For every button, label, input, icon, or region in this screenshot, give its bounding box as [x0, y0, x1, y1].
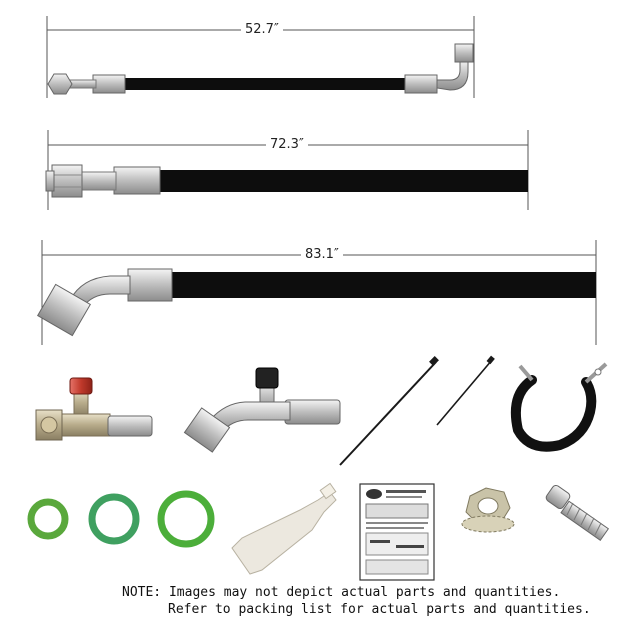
- o-ring-small: [31, 502, 65, 536]
- cable-tie-long: [340, 356, 439, 465]
- note-line-1: NOTE: Images may not depict actual parts and quantities.: [122, 585, 561, 600]
- note-line-2: Refer to packing list for actual parts and quantities.: [168, 602, 591, 617]
- cable-tie-short: [437, 356, 495, 425]
- o-ring-large: [161, 494, 211, 544]
- service-port-fitting: [36, 378, 152, 440]
- lubricant-tube: [232, 483, 336, 574]
- rubber-lined-p-clamp: [516, 364, 606, 447]
- angled-service-port-fitting: [184, 368, 340, 452]
- bolt: [545, 484, 609, 540]
- hose-2-length-label: 72.3″: [266, 137, 308, 152]
- hex-nut: [462, 488, 514, 532]
- o-ring-medium: [92, 497, 136, 541]
- hose-3-length-label: 83.1″: [301, 247, 343, 262]
- instruction-sheet: [360, 484, 434, 580]
- hose-1-length-label: 52.7″: [241, 22, 283, 37]
